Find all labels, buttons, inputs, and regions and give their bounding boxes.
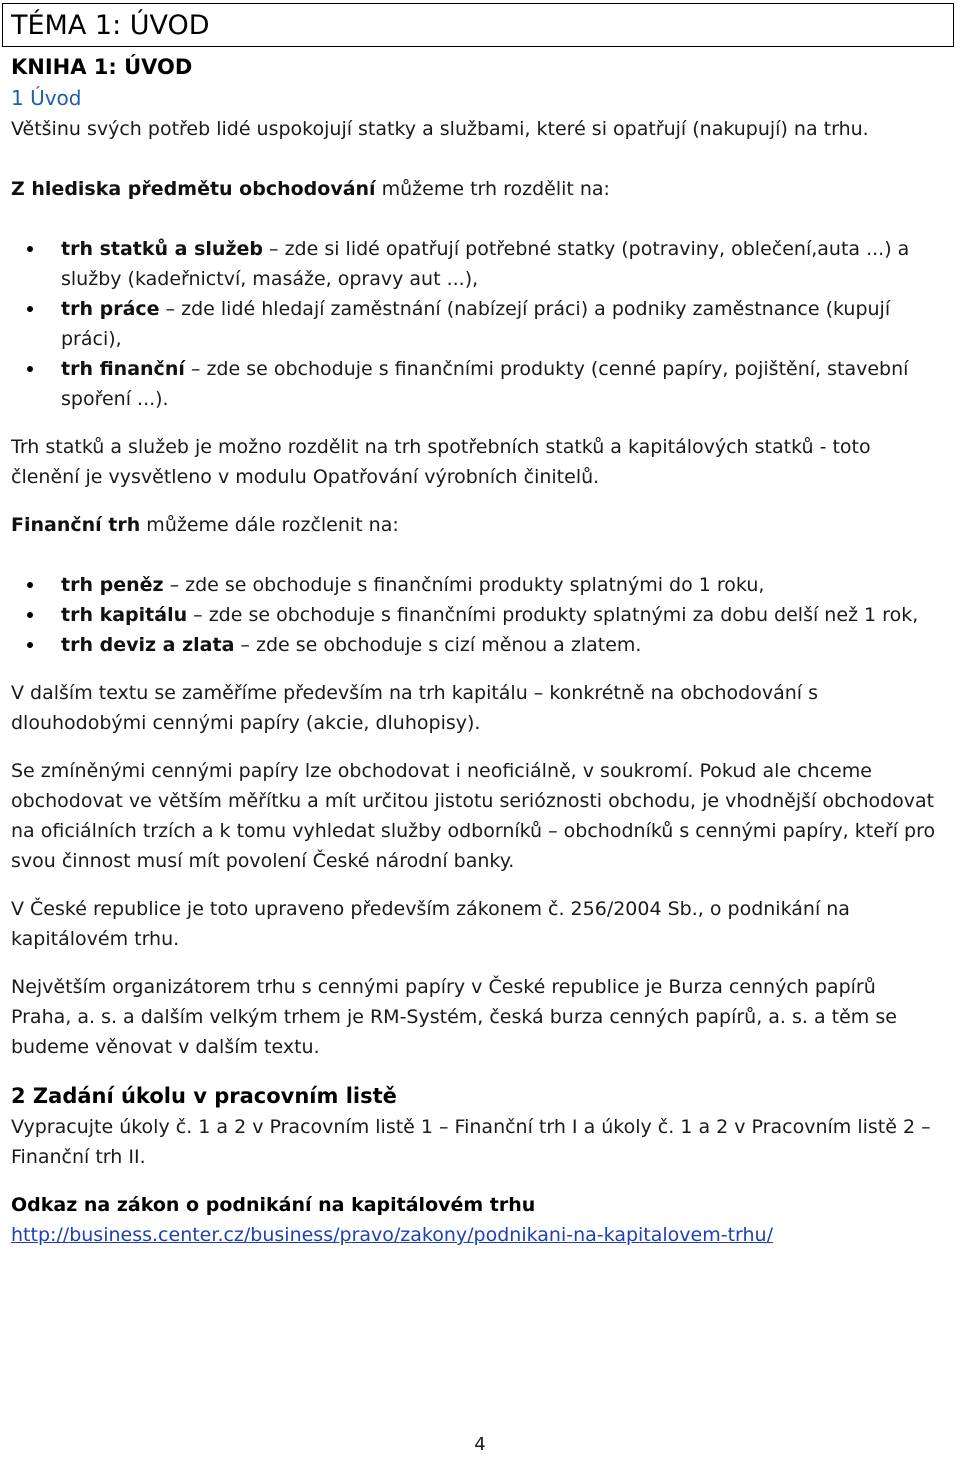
division-paragraph — [11, 174, 941, 204]
list-item: trh deviz a zlata – zde se obchoduje s cizí měnou a zlatem. — [11, 630, 941, 660]
bullet-icon — [27, 306, 33, 312]
intro-paragraph: Většinu svých potřeb lidé uspokojují statky a službami, které si opatřují (nakupují) na trhu. — [11, 118, 869, 140]
list-item: trh práce – zde lidé hledají zaměstnání (nabízejí práci) a podniky zaměstnance (kupují práci), — [11, 294, 941, 354]
list-item: trh kapitálu – zde se obchoduje s finančními produkty splatnými za dobu delší než 1 rok, — [11, 600, 941, 630]
topic-title: TÉMA 1: ÚVOD — [2, 3, 954, 47]
task-paragraph: Vypracujte úkoly č. 1 a 2 v Pracovním listě 1 – Finanční trh I a úkoly č. 1 a 2 v Pracovním listě 2 – Finanční trh II. — [11, 1116, 931, 1168]
division-bold: Z hlediska předmětu obchodování — [11, 178, 376, 200]
trading-paragraph: Se zmíněnými cennými papíry lze obchodovat i neoficiálně, v soukromí. Pokud ale chceme obchodovat ve větším měřítku a mít určitou jistotu serióznosti obchodu, je vhodnější obchodovat na oficiálních trzích a k tomu vyhledat služby odborníků – obchodníků s cennými papíry, kteří pro svou činnost musí mít povolení České národní banky. — [11, 760, 936, 872]
financial-division-paragraph: Finanční trh můžeme dále rozčlenit na: — [11, 514, 399, 536]
division-rest: můžeme trh rozdělit na: — [375, 178, 610, 200]
law-link[interactable]: http://business.center.cz/business/pravo/zakony/podnikani-na-kapitalovem-trhu/ — [11, 1224, 774, 1246]
market-types-list — [11, 234, 941, 414]
law-paragraph: V České republice je toto upraveno především zákonem č. 256/2004 Sb., o podnikání na kapitálovém trhu. — [11, 898, 850, 950]
section-2-heading: 2 Zadání úkolu v pracovním listě — [11, 1084, 397, 1108]
bullet-icon — [27, 366, 33, 372]
bullet-icon — [27, 612, 33, 618]
list-item: trh peněz – zde se obchoduje s finančními produkty splatnými do 1 roku, — [11, 570, 941, 600]
bullet-icon — [27, 246, 33, 252]
goods-paragraph: Trh statků a služeb je možno rozdělit na trh spotřebních statků a kapitálových statků - toto členění je vysvětleno v modulu Opatřování výrobních činitelů. — [11, 436, 871, 488]
exchange-paragraph: Největším organizátorem trhu s cennými papíry v České republice je Burza cenných papírů Praha, a. s. a dalším velkým trhem je RM-Systém, česká burza cenných papírů, a. s. a těm se budeme věnovat v dalším textu. — [11, 976, 897, 1058]
financial-types-list — [11, 570, 941, 660]
bullet-icon — [27, 582, 33, 588]
law-link-heading: Odkaz na zákon o podnikání na kapitálovém trhu — [11, 1194, 536, 1216]
focus-paragraph: V dalším textu se zaměříme především na trh kapitálu – konkrétně na obchodování s dlouhodobými cennými papíry (akcie, dluhopisy). — [11, 682, 818, 734]
list-item: trh statků a služeb – zde si lidé opatřují potřebné statky (potraviny, oblečení,auta ...) a služby (kadeřnictví, masáže, opravy aut ...), — [11, 234, 941, 294]
section-1-heading: 1 Úvod — [11, 86, 82, 110]
page-content — [11, 52, 941, 1250]
list-item: trh finanční – zde se obchoduje s finančními produkty (cenné papíry, pojištění, stavební spoření ...). — [11, 354, 941, 414]
page-number: 4 — [474, 1434, 486, 1455]
book-title: KNIHA 1: ÚVOD — [11, 55, 193, 79]
bullet-icon — [27, 642, 33, 648]
